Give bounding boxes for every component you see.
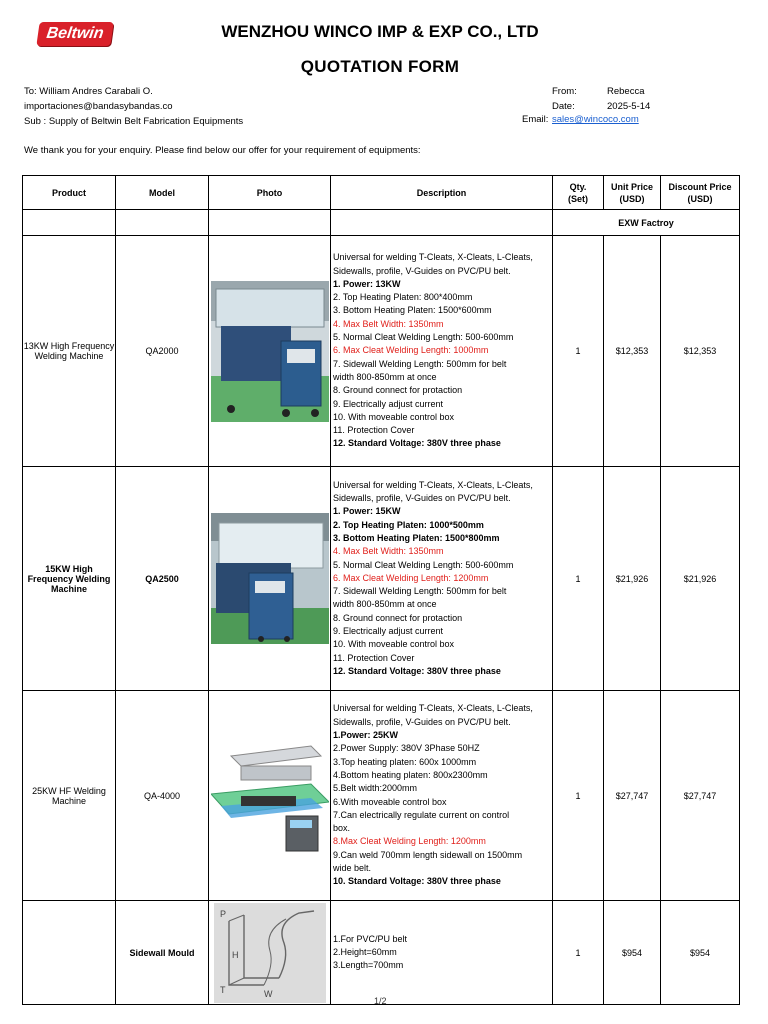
qty-cell: 1 <box>553 691 604 901</box>
model-cell: Sidewall Mould <box>116 901 209 1005</box>
photo-cell <box>209 901 331 1005</box>
from-value: Rebecca <box>607 86 645 97</box>
description-cell: 1.For PVC/PU belt 2.Height=60mm 3.Length=700mm <box>331 901 553 1005</box>
discount-price-cell: $21,926 <box>661 467 740 691</box>
machine-photo <box>211 513 329 644</box>
photo-cell <box>209 691 331 901</box>
discount-price-cell: $27,747 <box>661 691 740 901</box>
table-row <box>23 901 740 1005</box>
table-row <box>23 236 740 467</box>
from-label: From: <box>552 86 577 97</box>
recipient-block <box>24 84 243 129</box>
product-cell <box>23 901 116 1005</box>
sender-values <box>607 84 650 114</box>
machine-photo <box>211 281 329 422</box>
sender-labels <box>552 84 577 114</box>
photo-cell <box>209 467 331 691</box>
intro-text: We thank you for your enquiry. Please find below our offer for your requirement of equipments: <box>24 145 421 156</box>
to-email: importaciones@bandasybandas.co <box>24 101 173 112</box>
unit-price-cell: $21,926 <box>604 467 661 691</box>
col-model: Model <box>116 176 209 210</box>
machine-illustration <box>211 736 329 856</box>
table-row <box>23 467 740 691</box>
description-cell: Universal for welding T-Cleats, X-Cleats, L-Cleats, Sidewalls, profile, V-Guides on PVC/PU belt. 1. Power: 15KW 2. Top Heating Platen: 1000*500mm 3. Bottom Heating Platen: 1500*800mm 4. Max Belt Width: 1350mm 5. Normal Cleat Welding Length: 500-600mm 6. Max Cleat Welding Length: 1200mm 7. Sidewall Welding Length: 500mm for belt width 800-850mm at once 8. Ground connect for protaction 9. Electrically adjust current 10. With moveable control box 11. Protection Cover 12. Standard Voltage: 380V three phase <box>331 467 553 691</box>
unit-price-cell: $27,747 <box>604 691 661 901</box>
discount-price-cell: $954 <box>661 901 740 1005</box>
sidewall-diagram <box>211 903 329 1003</box>
to-line: To: William Andres Carabali O. <box>24 86 153 97</box>
email-label: Email: <box>522 114 549 125</box>
col-description: Description <box>331 176 553 210</box>
subject-line: Sub : Supply of Beltwin Belt Fabrication Equipments <box>24 116 244 127</box>
model-cell: QA2000 <box>116 236 209 467</box>
qty-cell: 1 <box>553 467 604 691</box>
product-cell: 25KW HF Welding Machine <box>23 691 116 901</box>
photo-cell <box>209 236 331 467</box>
form-title: QUOTATION FORM <box>300 57 460 76</box>
col-unit-price: Unit Price (USD) <box>604 176 661 210</box>
svg-text:P: P <box>219 908 226 919</box>
date-label: Date: <box>552 101 575 112</box>
date-value: 2025-5-14 <box>607 101 651 112</box>
unit-price-cell: $954 <box>604 901 661 1005</box>
quotation-table <box>22 175 740 1005</box>
product-cell: 13KW High Frequency Welding Machine <box>23 236 116 467</box>
svg-text:T: T <box>219 984 225 995</box>
model-cell: QA-4000 <box>116 691 209 901</box>
exw-label: EXW Factroy <box>553 210 740 236</box>
model-cell: QA2500 <box>116 467 209 691</box>
product-cell: 15KW High Frequency Welding Machine <box>23 467 116 691</box>
svg-text:W: W <box>263 988 272 999</box>
col-qty: Qty. (Set) <box>553 176 604 210</box>
table-row <box>23 691 740 901</box>
company-name: WENZHOU WINCO IMP & EXP CO., LTD <box>221 22 539 41</box>
qty-cell: 1 <box>553 901 604 1005</box>
description-cell: Universal for welding T-Cleats, X-Cleats, L-Cleats, Sidewalls, profile, V-Guides on PVC/PU belt. 1. Power: 13KW 2. Top Heating Platen: 800*400mm 3. Bottom Heating Platen: 1500*600mm 4. Max Belt Width: 1350mm 5. Normal Cleat Welding Length: 500-600mm 6. Max Cleat Welding Length: 1000mm 7. Sidewall Welding Length: 500mm for belt width 800-850mm at once 8. Ground connect for protaction 9. Electrically adjust current 10. With moveable control box 11. Protection Cover 12. Standard Voltage: 380V three phase <box>331 236 553 467</box>
unit-price-cell: $12,353 <box>604 236 661 467</box>
svg-text:H: H <box>231 949 238 960</box>
col-product: Product <box>23 176 116 210</box>
col-photo: Photo <box>209 176 331 210</box>
table-header-row <box>23 176 740 210</box>
description-cell: Universal for welding T-Cleats, X-Cleats, L-Cleats, Sidewalls, profile, V-Guides on PVC/PU belt. 1.Power: 25KW 2.Power Supply: 380V 3Phase 50HZ 3.Top heating platen: 600x 1000mm 4.Bottom heating platen: 800x2300mm 5.Belt width:2000mm 6.With moveable control box 7.Can electrically regulate current on control box. 8.Max Cleat Welding Length: 1200mm 9.Can weld 700mm length sidewall on 1500mm wide belt. 10. Standard Voltage: 380V three phase <box>331 691 553 901</box>
page-number: 1/2 <box>374 996 387 1006</box>
beltwin-logo: Beltwin <box>36 22 113 46</box>
email-link[interactable]: sales@wincoco.com <box>552 114 639 125</box>
exw-row <box>23 210 740 236</box>
col-discount-price: Discount Price (USD) <box>661 176 740 210</box>
qty-cell: 1 <box>553 236 604 467</box>
discount-price-cell: $12,353 <box>661 236 740 467</box>
